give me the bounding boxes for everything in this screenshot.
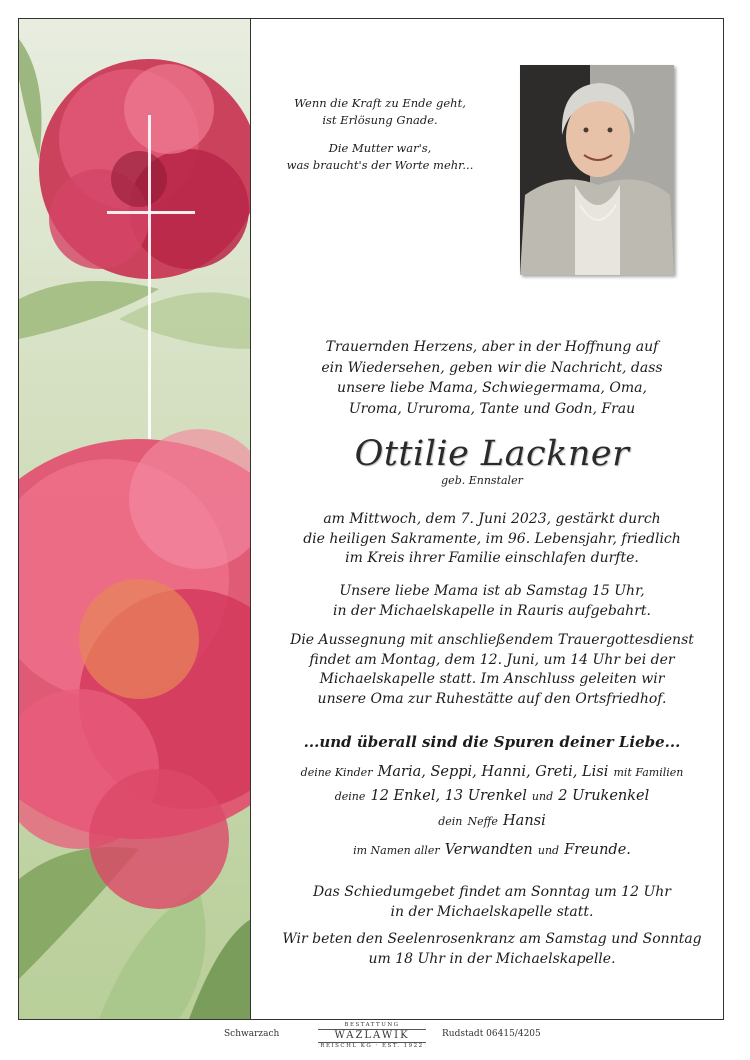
motto-line: was braucht's der Worte mehr... [286, 158, 474, 172]
logo-main-text: WAZLAWIK [318, 1029, 426, 1043]
prayer-line: in der Michaelskapelle statt. [390, 903, 594, 920]
portrait-illustration [520, 65, 674, 275]
relatives-prefix: im Namen aller [353, 844, 440, 857]
notice-text-area [252, 19, 722, 1019]
logo-bottom-text: REISCHL KG · EST. 1922 [320, 1043, 424, 1049]
logo-top-text: BESTATTUNG [344, 1022, 400, 1028]
footer-location-right: Rudstadt 06415/4205 [442, 1029, 541, 1039]
family-grandchildren [272, 785, 712, 807]
family-relatives [272, 839, 712, 861]
funeral-home-footer [0, 1022, 750, 1052]
peony-illustration [19, 19, 251, 1019]
nephew-word: Neffe [467, 815, 498, 828]
children-names: Maria, Seppi, Hanni, Greti, Lisi [377, 764, 609, 780]
funeral-home-logo [318, 1022, 426, 1050]
death-notice-text [272, 510, 712, 569]
children-suffix: mit Familien [613, 766, 684, 779]
peony-image-panel [19, 19, 251, 1019]
children-prefix: deine Kinder [300, 766, 373, 779]
prayer-line: Das Schiedumgebet findet am Sonntag um 12 Uhr [313, 884, 671, 900]
rosary-line: Wir beten den Seelenrosenkranz am Samstag und Sonntag [282, 931, 702, 947]
cross-icon-vertical [148, 115, 151, 439]
grandchildren-and: und [531, 790, 554, 803]
motto-line: ist Erlösung Gnade. [322, 113, 438, 127]
intro-line: unsere liebe Mama, Schwiegermama, Oma, [337, 380, 647, 396]
death-notice-line: am Mittwoch, dem 7. Juni 2023, gestärkt durch [323, 511, 661, 527]
motto-verse [280, 95, 480, 185]
funeral-line: Die Aussegnung mit anschließendem Trauergottesdienst [290, 632, 694, 648]
motto-line: Wenn die Kraft zu Ende geht, [294, 96, 466, 110]
prayer-text [272, 883, 712, 922]
intro-line: Trauernden Herzens, aber in der Hoffnung auf [325, 339, 659, 355]
footer-location-left: Schwarzach [224, 1029, 280, 1039]
deceased-name: Ottilie Lackner [354, 434, 630, 474]
funeral-line: Michaelskapelle statt. Im Anschluss geleiten wir [319, 671, 665, 687]
funeral-line: findet am Montag, dem 12. Juni, um 14 Uhr bei der [309, 651, 675, 668]
relatives-and: und [537, 844, 560, 857]
funeral-text [272, 631, 712, 709]
intro-line: Uroma, Ururoma, Tante und Godn, Frau [348, 400, 636, 417]
cross-icon-horizontal [107, 211, 195, 214]
intro-text [292, 337, 692, 419]
motto-line: Die Mutter war's, [328, 141, 432, 155]
laying-out-line: Unsere liebe Mama ist ab Samstag 15 Uhr, [339, 583, 645, 599]
rosary-text [272, 930, 712, 969]
love-tagline: ...und überall sind die Spuren deiner Liebe... [303, 733, 681, 751]
death-notice-line: die heiligen Sakramente, im 96. Lebensjahr, friedlich [303, 530, 681, 547]
friends-word: Freunde. [564, 842, 631, 858]
death-notice-line: im Kreis ihrer Familie einschlafen durfte. [345, 550, 639, 566]
portrait-photo [520, 65, 674, 275]
nephew-prefix: dein [438, 815, 463, 828]
nephew-name: Hansi [503, 813, 546, 829]
intro-line: ein Wiedersehen, geben wir die Nachricht, dass [321, 359, 663, 376]
grandchildren-counts: 12 Enkel, 13 Urenkel [370, 788, 527, 804]
rosary-line: um 18 Uhr in der Michaelskapelle. [368, 950, 616, 967]
grandchildren-prefix: deine [334, 790, 366, 803]
maiden-name: geb. Ennstaler [441, 474, 523, 487]
family-nephew [272, 810, 712, 832]
laying-out-line: in der Michaelskapelle in Rauris aufgebahrt. [333, 602, 651, 619]
relatives-word: Verwandten [444, 842, 533, 858]
laying-out-text [272, 582, 712, 621]
funeral-line: unsere Oma zur Ruhestätte auf den Ortsfriedhof. [317, 690, 667, 707]
great-great-grandchildren: 2 Urukenkel [558, 788, 650, 804]
family-children [272, 761, 712, 783]
